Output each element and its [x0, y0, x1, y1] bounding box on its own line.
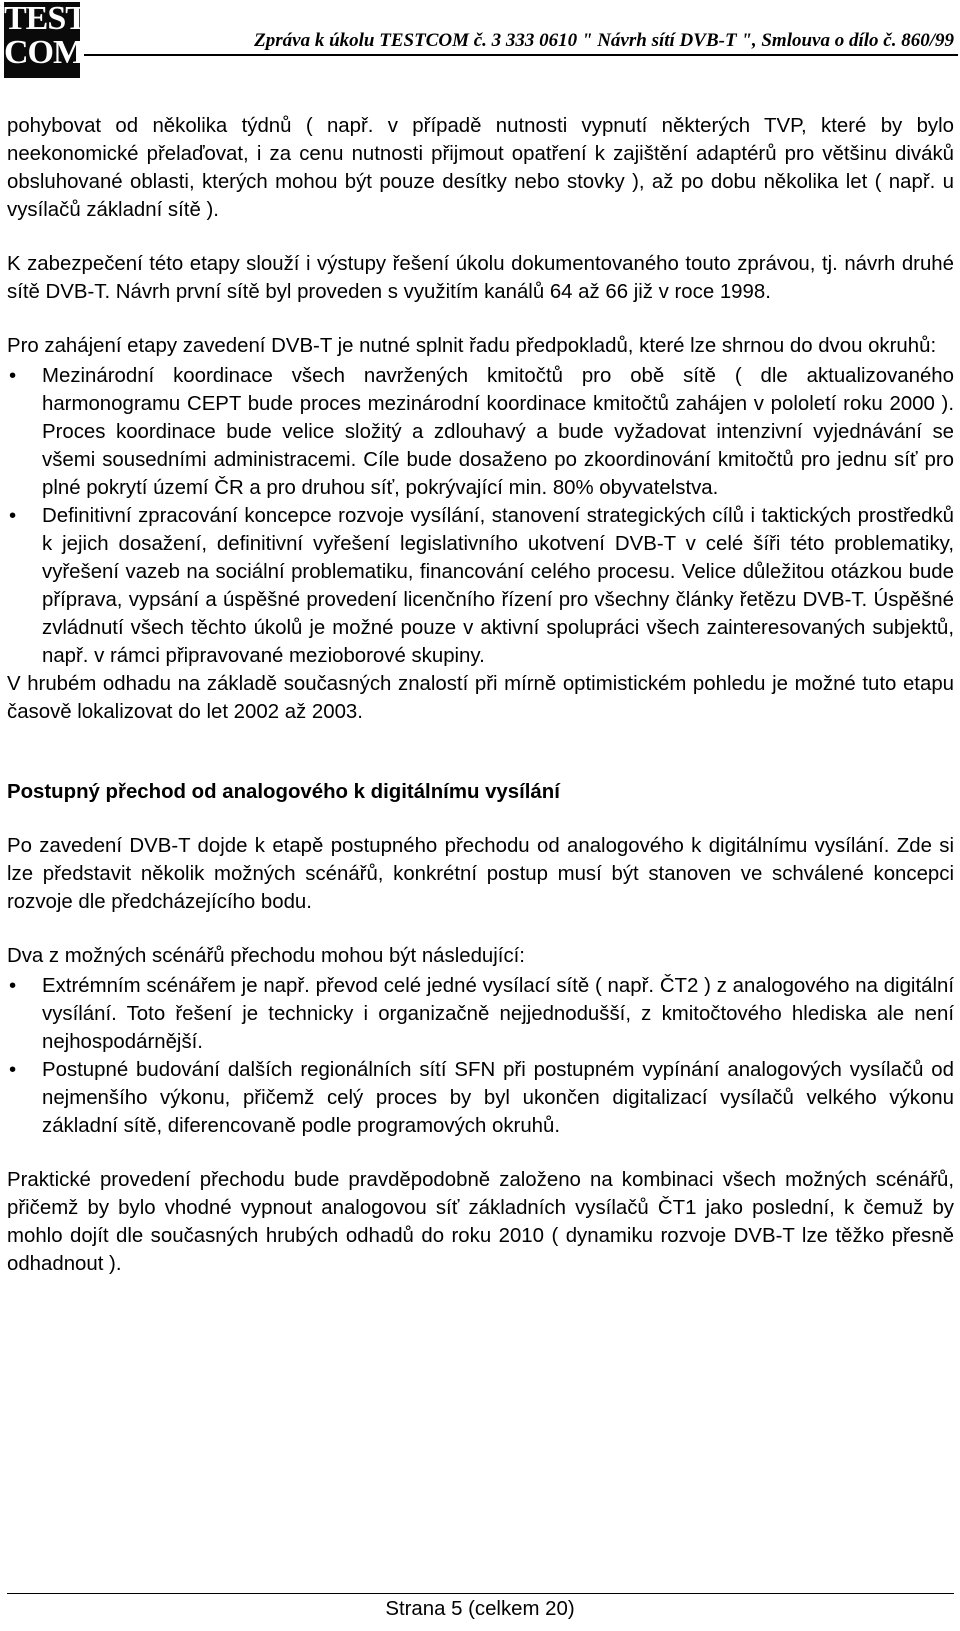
list-item-text: Extrémním scénářem je např. převod celé jedné vysílací sítě ( např. ČT2 ) z analogového na digitální vysílání. Toto řešení je technicky i organizačně nejjednodušší, z kmitočtového hlediska ale není nejhospodárnější. [42, 975, 954, 1053]
list-item-text: Definitivní zpracování koncepce rozvoje vysílání, stanovení strategických cílů i taktických prostředků k jejich dosažení, definitivní vyřešení legislativního ukotvení DVB-T v celé šíři této problematiky, vyřešení vazeb na sociální problematiku, financování celého procesu. Velice důležitou otázkou bude příprava, vypsání a úspěšné provedení licenčního řízení pro všechny články řetězu DVB-T. Úspěšné zvládnutí všech těchto úkolů je možné pouze v aktivní spolupráci všech zainteresovaných subjektů, např. v rámci připravované mezioborové skupiny. [42, 505, 954, 667]
logo-line-1: TEST [4, 0, 87, 37]
header-divider [84, 54, 958, 56]
footer-divider [7, 1593, 954, 1594]
list-item-text: Mezinárodní koordinace všech navržených kmitočtů pro obě sítě ( dle aktualizovaného harmonogramu CEPT bude proces mezinárodní koordinace kmitočtů zahájen v pololetí roku 2000 ). Proces koordinace bude velice složitý a zdlouhavý a bude vyžadovat intenzivní vyjednávání se všemi sousedními administracemi. Cíle bude dosaženo po zkoordinování kmitočtů pro jednu síť pro plné pokrytí území ČR a pro druhou síť, pokrývající min. 80% obyvatelstva. [42, 365, 954, 499]
bullet-icon: • [9, 1059, 17, 1081]
bullet-icon: • [9, 365, 17, 387]
page-number: Strana 5 (celkem 20) [385, 1598, 575, 1620]
document-body [7, 112, 954, 1278]
paragraph-6: Dva z možných scénářů přechodu mohou být následující: [7, 945, 525, 967]
list-item [7, 1056, 954, 1140]
testcom-logo [4, 0, 87, 78]
paragraph-4: V hrubém odhadu na základě současných znalostí při mírně optimistickém pohledu je možné tuto etapu časově lokalizovat do let 2002 až 2003. [7, 673, 954, 723]
bullet-icon: • [9, 505, 17, 527]
list-item [7, 502, 954, 670]
scenarios-list [7, 972, 954, 1140]
paragraph-3: Pro zahájení etapy zavedení DVB-T je nutné splnit řadu předpokladů, které lze shrnou do dvou okruhů: [7, 335, 937, 357]
list-item [7, 972, 954, 1056]
paragraph-2: K zabezpečení této etapy slouží i výstupy řešení úkolu dokumentovaného touto zprávou, tj. návrh druhé sítě DVB-T. Návrh první sítě byl proveden s využitím kanálů 64 až 66 již v roce 1998. [7, 253, 954, 303]
prerequisites-list [7, 362, 954, 670]
header-title: Zpráva k úkolu TESTCOM č. 3 333 0610 " Návrh sítí DVB-T ", Smlouva o dílo č. 860/99 [254, 30, 954, 51]
paragraph-1: pohybovat od několika týdnů ( např. v případě nutnosti vypnutí některých TVP, které by bylo neekonomické přelaďovat, i za cenu nutnosti přijmout opatření k zajištění adaptérů pro většinu diváků obsluhované oblasti, kterých mohou být pouze desítky nebo stovky ), až po dobu několika let ( např. u vysílačů základní sítě ). [7, 115, 954, 221]
list-item [7, 362, 954, 502]
section-heading: Postupný přechod od analogového k digitálnímu vysílání [7, 781, 560, 803]
logo-line-2: COM [4, 34, 85, 71]
bullet-icon: • [9, 975, 17, 997]
list-item-text: Postupné budování dalších regionálních sítí SFN při postupném vypínání analogových vysílačů od nejmenšího výkonu, přičemž celý proces by byl ukončen digitalizací vysílačů velkého výkonu základní sítě, diferencovaně podle programových okruhů. [42, 1059, 954, 1137]
paragraph-7: Praktické provedení přechodu bude pravděpodobně založeno na kombinaci všech možných scénářů, přičemž by bylo vhodné vypnout analogovou síť základních vysílačů ČT1 jako poslední, k čemuž by mohlo dojít dle současných hrubých odhadů do roku 2010 ( dynamiku rozvoje DVB-T lze těžko přesně odhadnout ). [7, 1169, 954, 1275]
paragraph-5: Po zavedení DVB-T dojde k etapě postupného přechodu od analogového k digitálnímu vysílání. Zde si lze představit několik možných scénářů, konkrétní postup musí být stanoven ve schválené koncepci rozvoje dle předcházejícího bodu. [7, 835, 954, 913]
page-header [0, 0, 960, 80]
